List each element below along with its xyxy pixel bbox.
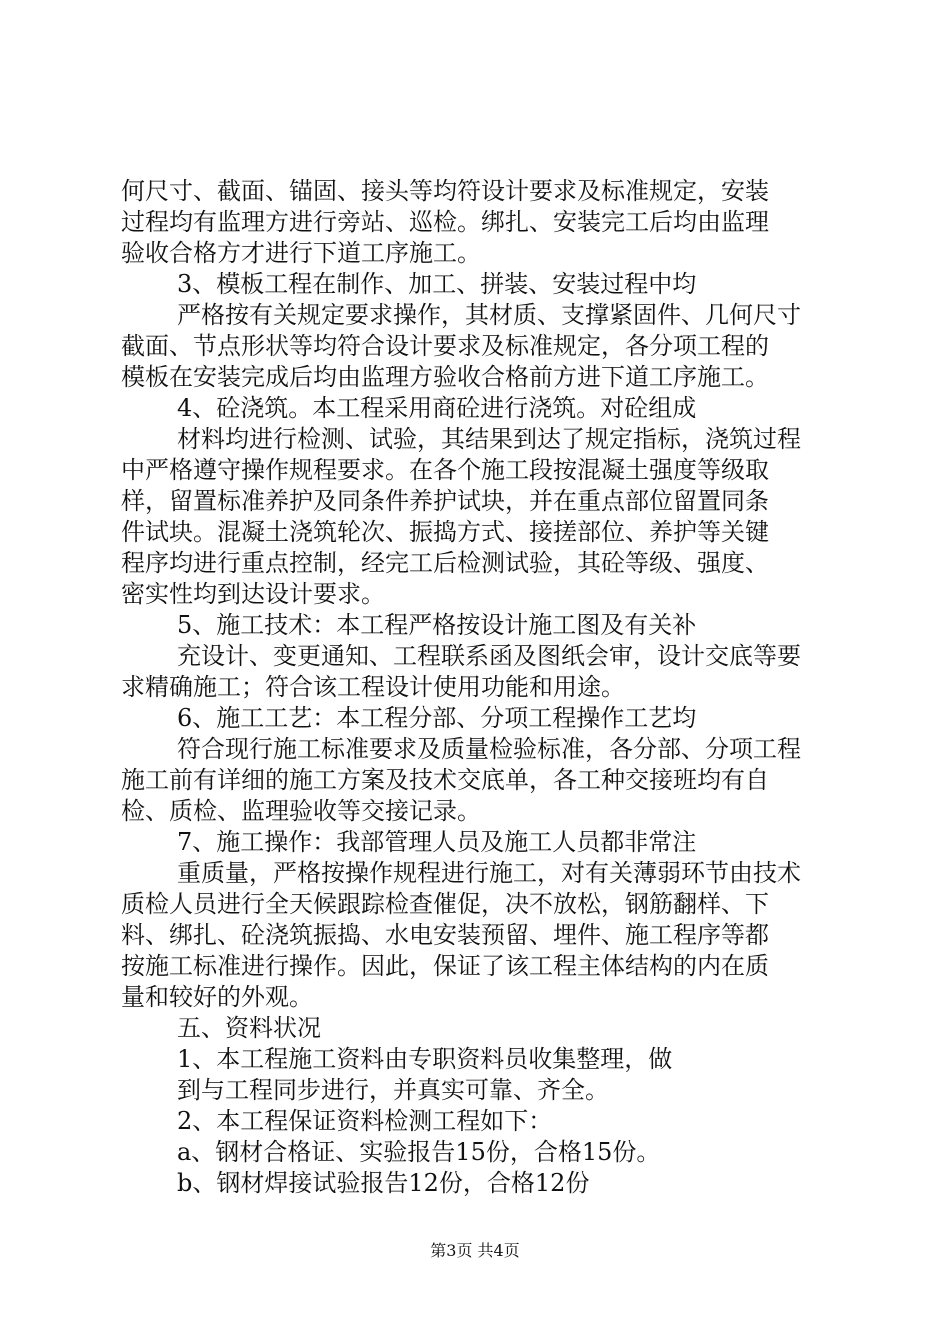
text-line: 何尺寸、截面、锚固、接头等均符设计要求及标准规定，安装 — [121, 177, 769, 205]
section-heading: 7、施工操作：我部管理人员及施工人员都非常注 — [177, 828, 697, 856]
section-heading: 五、资料状况 — [177, 1014, 321, 1042]
text-line: 密实性均到达设计要求。 — [121, 580, 385, 608]
section-heading: 5、施工技术：本工程严格按设计施工图及有关补 — [177, 611, 697, 639]
text-line: 程序均进行重点控制，经完工后检测试验，其砼等级、强度、 — [121, 549, 769, 577]
text-line: 到与工程同步进行，并真实可靠、齐全。 — [177, 1076, 609, 1104]
text-line: 检、质检、监理验收等交接记录。 — [121, 797, 481, 825]
text-line: 严格按有关规定要求操作，其材质、支撑紧固件、几何尺寸 — [177, 301, 801, 329]
text-line: 重质量，严格按操作规程进行施工，对有关薄弱环节由技术 — [177, 859, 801, 887]
text-line: 充设计、变更通知、工程联系函及图纸会审，设计交底等要 — [177, 642, 801, 670]
text-line: 过程均有监理方进行旁站、巡检。绑扎、安装完工后均由监理 — [121, 208, 769, 236]
page-number-footer: 第3页 共4页 — [430, 1241, 520, 1260]
text-line: 模板在安装完成后均由监理方验收合格前方进下道工序施工。 — [121, 363, 769, 391]
text-line: 验收合格方才进行下道工序施工。 — [121, 239, 481, 267]
list-item: a、钢材合格证、实验报告15份，合格15份。 — [177, 1138, 661, 1166]
text-line: 中严格遵守操作规程要求。在各个施工段按混凝土强度等级取 — [121, 456, 769, 484]
text-line: 质检人员进行全天候跟踪检查催促，决不放松，钢筋翻样、下 — [121, 890, 769, 918]
text-line: 材料均进行检测、试验，其结果到达了规定指标，浇筑过程 — [177, 425, 801, 453]
list-item: b、钢材焊接试验报告12份，合格12份 — [177, 1169, 590, 1197]
text-line: 料、绑扎、砼浇筑振捣、水电安装预留、埋件、施工程序等都 — [121, 921, 769, 949]
text-line: 样，留置标准养护及同条件养护试块，并在重点部位留置同条 — [121, 487, 769, 515]
list-item: 2、本工程保证资料检测工程如下： — [177, 1107, 553, 1135]
text-line: 按施工标准进行操作。因此，保证了该工程主体结构的内在质 — [121, 952, 769, 980]
text-line: 求精确施工；符合该工程设计使用功能和用途。 — [121, 673, 625, 701]
text-line: 符合现行施工标准要求及质量检验标准，各分部、分项工程 — [177, 735, 801, 763]
section-heading: 3、模板工程在制作、加工、拼装、安装过程中均 — [177, 270, 697, 298]
list-item: 1、本工程施工资料由专职资料员收集整理，做 — [177, 1045, 673, 1073]
text-line: 截面、节点形状等均符合设计要求及标准规定，各分项工程的 — [121, 332, 769, 360]
text-line: 件试块。混凝土浇筑轮次、振捣方式、接搓部位、养护等关键 — [121, 518, 769, 546]
section-heading: 4、砼浇筑。本工程采用商砼进行浇筑。对砼组成 — [177, 394, 697, 422]
text-line: 施工前有详细的施工方案及技术交底单，各工种交接班均有自 — [121, 766, 769, 794]
section-heading: 6、施工工艺：本工程分部、分项工程操作工艺均 — [177, 704, 697, 732]
text-line: 量和较好的外观。 — [121, 983, 313, 1011]
